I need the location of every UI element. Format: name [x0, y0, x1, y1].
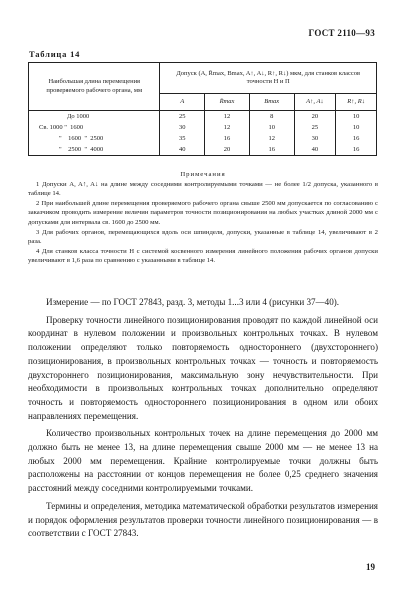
- table-row-label: " 1600 " 2500: [59, 135, 104, 142]
- tolerance-table: [28, 62, 377, 156]
- table-row-label: Св. 1000 " 1600: [39, 124, 84, 131]
- table-cell: 10: [352, 113, 360, 120]
- note-item: 3 Для рабочих органов, перемещающихся вдоль оси шпинделя, допуски, указанные в таблице 14, увеличивают в 2 раза.: [28, 228, 378, 246]
- table-cell: 12: [268, 135, 275, 142]
- note-item: 4 Для станков класса точности Н с системой косвенного измерения линейного положения рабочих органов допуски увеличивают в 1,6 раза по сравнению с указанными в таблице 14.: [28, 247, 378, 265]
- table-cell: 25: [311, 124, 319, 131]
- notes-title: Примечания: [180, 171, 226, 178]
- col-header-tolerance: Допуск (A, R̄max, Bmax, A↑, A↓, R↑, R↓) мкм, для станков классов точности Н и П: [160, 63, 377, 94]
- r-arrows-column: [336, 111, 377, 156]
- table-cell: 16: [268, 146, 275, 153]
- table-caption: Таблица 14: [29, 49, 81, 59]
- subheader-r-arrows: R↑, R↓: [336, 94, 377, 111]
- subheader-bmax: Bmax: [249, 94, 294, 111]
- a-arrows-column: [294, 111, 336, 156]
- table-cell: 12: [223, 124, 231, 131]
- notes-section: [28, 170, 378, 266]
- table-cell: 12: [223, 113, 231, 120]
- table-row-label: " 2500 " 4000: [59, 146, 104, 153]
- body-paragraph: Количество произвольных контрольных точек на длине перемещения до 2000 мм должно быть не менее 13, на длине перемещения свыше 2000 мм — не менее 13 на любых 2000 мм перемещения. Крайние контролируемые точки должны быть расположены на расстоянии от концов перемещения не более 0,25 среднего значения расстояний между соседними контролируемыми точками.: [28, 428, 378, 494]
- page-number: 19: [366, 562, 375, 572]
- subheader-rmax: R̄max: [205, 94, 250, 111]
- body-text: [28, 296, 378, 545]
- table-cell: 25: [179, 113, 186, 120]
- bmax-column: [249, 111, 294, 156]
- table-cell: 35: [179, 135, 186, 142]
- table-cell: 8: [270, 113, 274, 120]
- note-item: 1 Допуски A, A↑, A↓ на длине между соседними контролируемыми точками — не более 1/2 допуска, указанного в таблице 14.: [28, 180, 378, 198]
- length-column: [29, 111, 160, 156]
- body-paragraph: Термины и определения, методика математической обработки результатов измерения и порядок оформления результатов проверки точности линейного позиционирования — в соответствии с ГОСТ 27843.: [28, 500, 378, 539]
- table-cell: 10: [352, 124, 360, 131]
- table-cell: 30: [179, 124, 186, 131]
- table-cell: 16: [223, 135, 231, 142]
- table-cell: 40: [179, 146, 186, 153]
- subheader-a-arrows: A↑, A↓: [294, 94, 336, 111]
- table-cell: 40: [311, 146, 319, 153]
- table-cell: 16: [352, 135, 360, 142]
- note-item: 2 При наибольшей длине перемещения проверяемого рабочего органа свыше 2500 мм допускается по согласованию с заказчиком проводить измерение величин параметров точности позиционирования на любых участках длиной 2000 мм с допусками для интервала св. 1600 до 2500 мм.: [28, 199, 378, 226]
- table-cell: 20: [311, 113, 319, 120]
- table-cell: 20: [223, 146, 231, 153]
- rmax-column: [205, 111, 250, 156]
- table-cell: 10: [268, 124, 275, 131]
- standard-header: ГОСТ 2110—93: [308, 28, 375, 38]
- table-cell: 16: [352, 146, 360, 153]
- col-header-length: Наибольшая длина перемещения проверяемого рабочего органа, мм: [29, 63, 160, 111]
- body-paragraph: Измерение — по ГОСТ 27843, разд. 3, методы 1...3 или 4 (рисунки 37—40).: [46, 297, 340, 307]
- table-cell: 30: [311, 135, 319, 142]
- table-row-label: До 1000: [67, 113, 90, 120]
- a-column: [160, 111, 205, 156]
- body-paragraph: Проверку точности линейного позиционирования проводят по каждой линейной оси координат в нулевом положении и произвольных контрольных точках. В нулевом положении определяют только повторяемость одностороннего (двухстороннего) позиционирования, в произвольных контрольных точках — точность и повторяемость двухстороннего позиционирования, максимальную зону нечувствительности. При необходимости в произвольных контрольных точках дополнительно определяют точность и повторяемость одностороннего позиционирования в одном или обоих направлениях перемещения.: [28, 314, 378, 421]
- subheader-a: A: [160, 94, 205, 111]
